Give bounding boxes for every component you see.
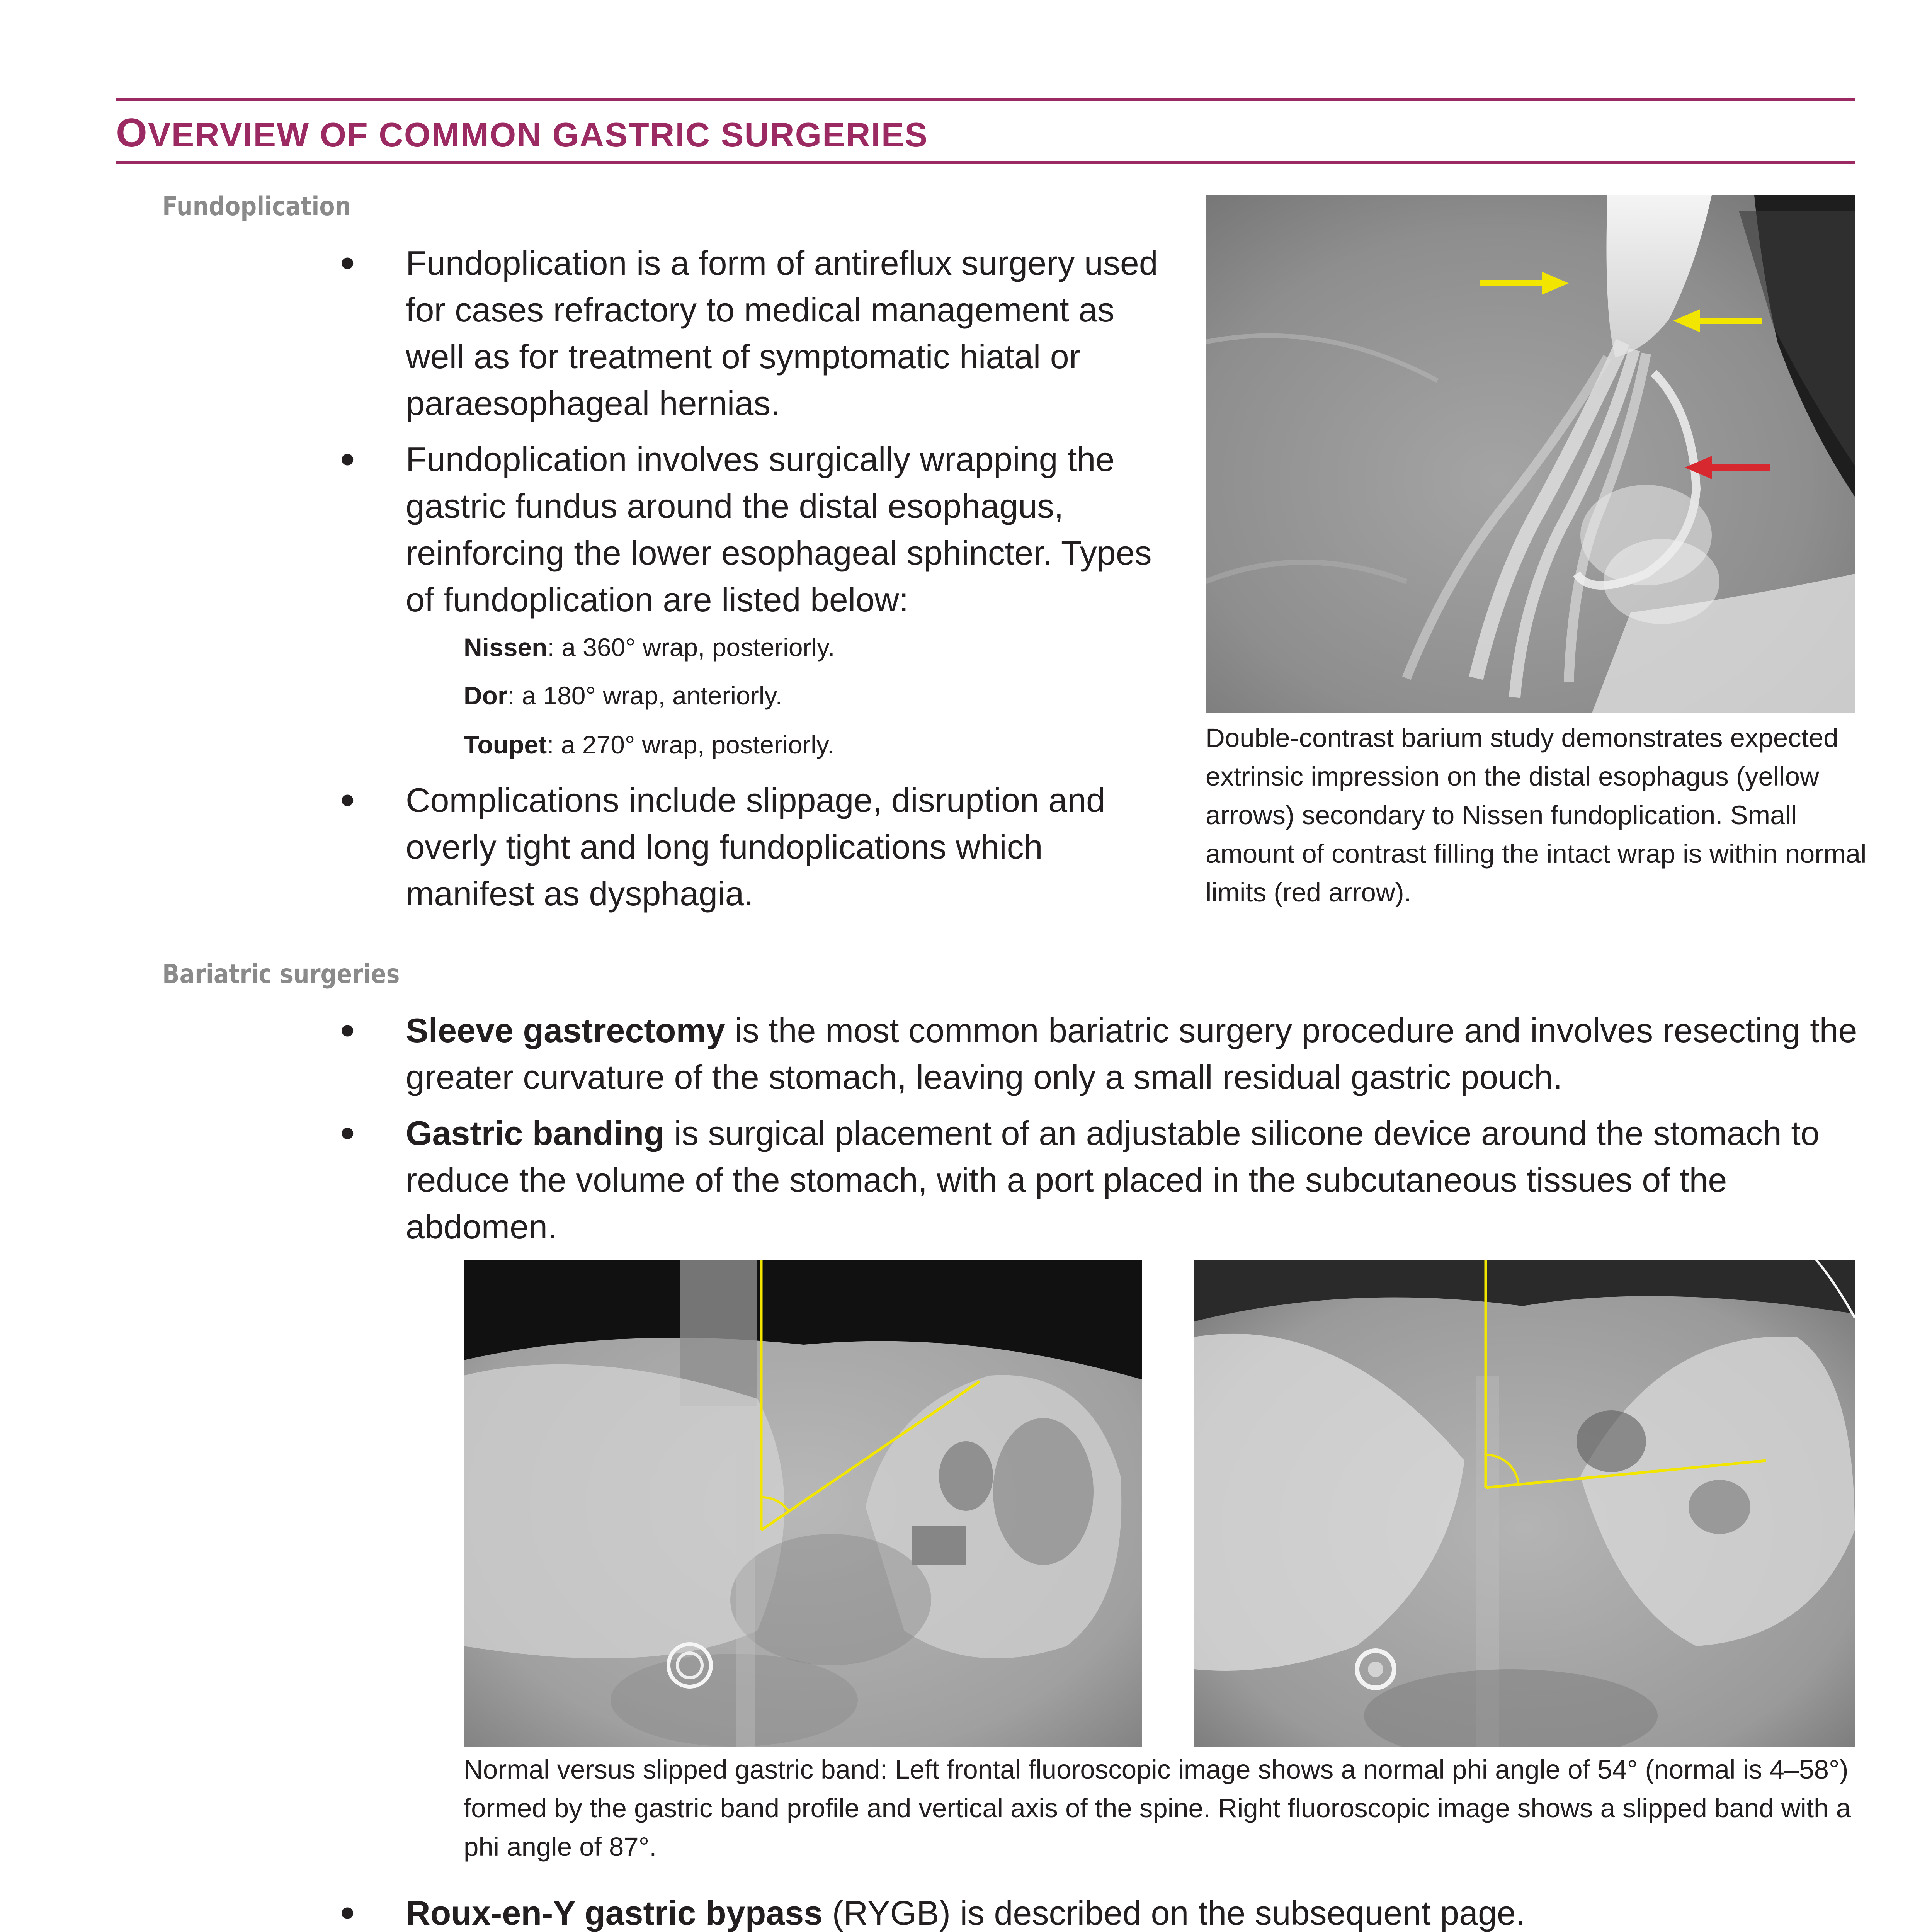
barium-study-image — [1206, 195, 1855, 713]
gastric-banding-bullet — [406, 1110, 1874, 1250]
type-name: Nissen — [464, 633, 548, 662]
sleeve-gastrectomy-term: Sleeve gastrectomy — [406, 1011, 725, 1049]
normal-band-image — [464, 1260, 1142, 1747]
section-title-rest: VERVIEW OF COMMON GASTRIC SURGERIES — [148, 116, 929, 154]
type-desc: : a 180° wrap, anteriorly. — [507, 681, 782, 710]
type-name: Toupet — [464, 730, 547, 759]
fundoplication-type-dor — [464, 680, 782, 711]
fundoplication-type-nissen — [464, 632, 835, 663]
slipped-band-image — [1194, 1260, 1855, 1747]
sleeve-gastrectomy-bullet — [406, 1007, 1874, 1100]
section-title-initial: O — [116, 111, 148, 155]
fundoplication-bullet-1: • Fundoplication is a form of antireflux surgery used for cases refractory to medical management as well as for treatment of symptomatic hiatal or paraesophageal hernias. — [406, 240, 1159, 427]
title-rule-bottom — [116, 161, 1855, 164]
type-desc: : a 360° wrap, posteriorly. — [547, 633, 835, 662]
rygb-bullet — [406, 1889, 1874, 1932]
barium-study-caption: Double-contrast barium study demonstrates expected extrinsic impression on the distal esophagus (yellow arrows) secondary to Nissen fundoplication. Small amount of contrast filling the intact wrap is within normal limits (red arrow). — [1206, 723, 1867, 907]
fundoplication-type-toupet — [464, 729, 834, 760]
type-name: Dor — [464, 681, 508, 710]
title-rule-top — [116, 98, 1855, 101]
bariatric-heading: Bariatric surgeries — [162, 959, 400, 990]
fundoplication-heading: Fundoplication — [162, 191, 351, 222]
fundoplication-bullet-3: • Complications include slippage, disruption and overly tight and long fundoplications which manifest as dysphagia. — [406, 777, 1159, 917]
type-desc: : a 270° wrap, posteriorly. — [547, 730, 835, 759]
gastric-banding-text: is surgical placement of an adjustable silicone device around the stomach to reduce the volume of the stomach, with a port placed in the subcutaneous tissues of the abdomen. — [406, 1114, 1820, 1246]
sleeve-gastrectomy-text: is the most common bariatric surgery procedure and involves resecting the greater curvature of the stomach, leaving only a small residual gastric pouch. — [406, 1011, 1857, 1096]
gastric-banding-term: Gastric banding — [406, 1114, 665, 1152]
section-title — [116, 110, 928, 156]
rygb-text: (RYGB) is described on the subsequent page. — [823, 1894, 1526, 1932]
rygb-term: Roux-en-Y gastric bypass — [406, 1894, 823, 1932]
fundoplication-bullet-2: • Fundoplication involves surgically wrapping the gastric fundus around the distal esophagus, reinforcing the lower esophageal sphincter. Types of fundoplication are listed below: — [406, 436, 1159, 623]
gastric-band-caption: Normal versus slipped gastric band: Left frontal fluoroscopic image shows a normal phi angle of 54° (normal is 4–58°) formed by the gastric band profile and vertical axis of the spine. Right fluoroscopic image shows a slipped band with a phi angle of 87°. — [464, 1755, 1851, 1862]
